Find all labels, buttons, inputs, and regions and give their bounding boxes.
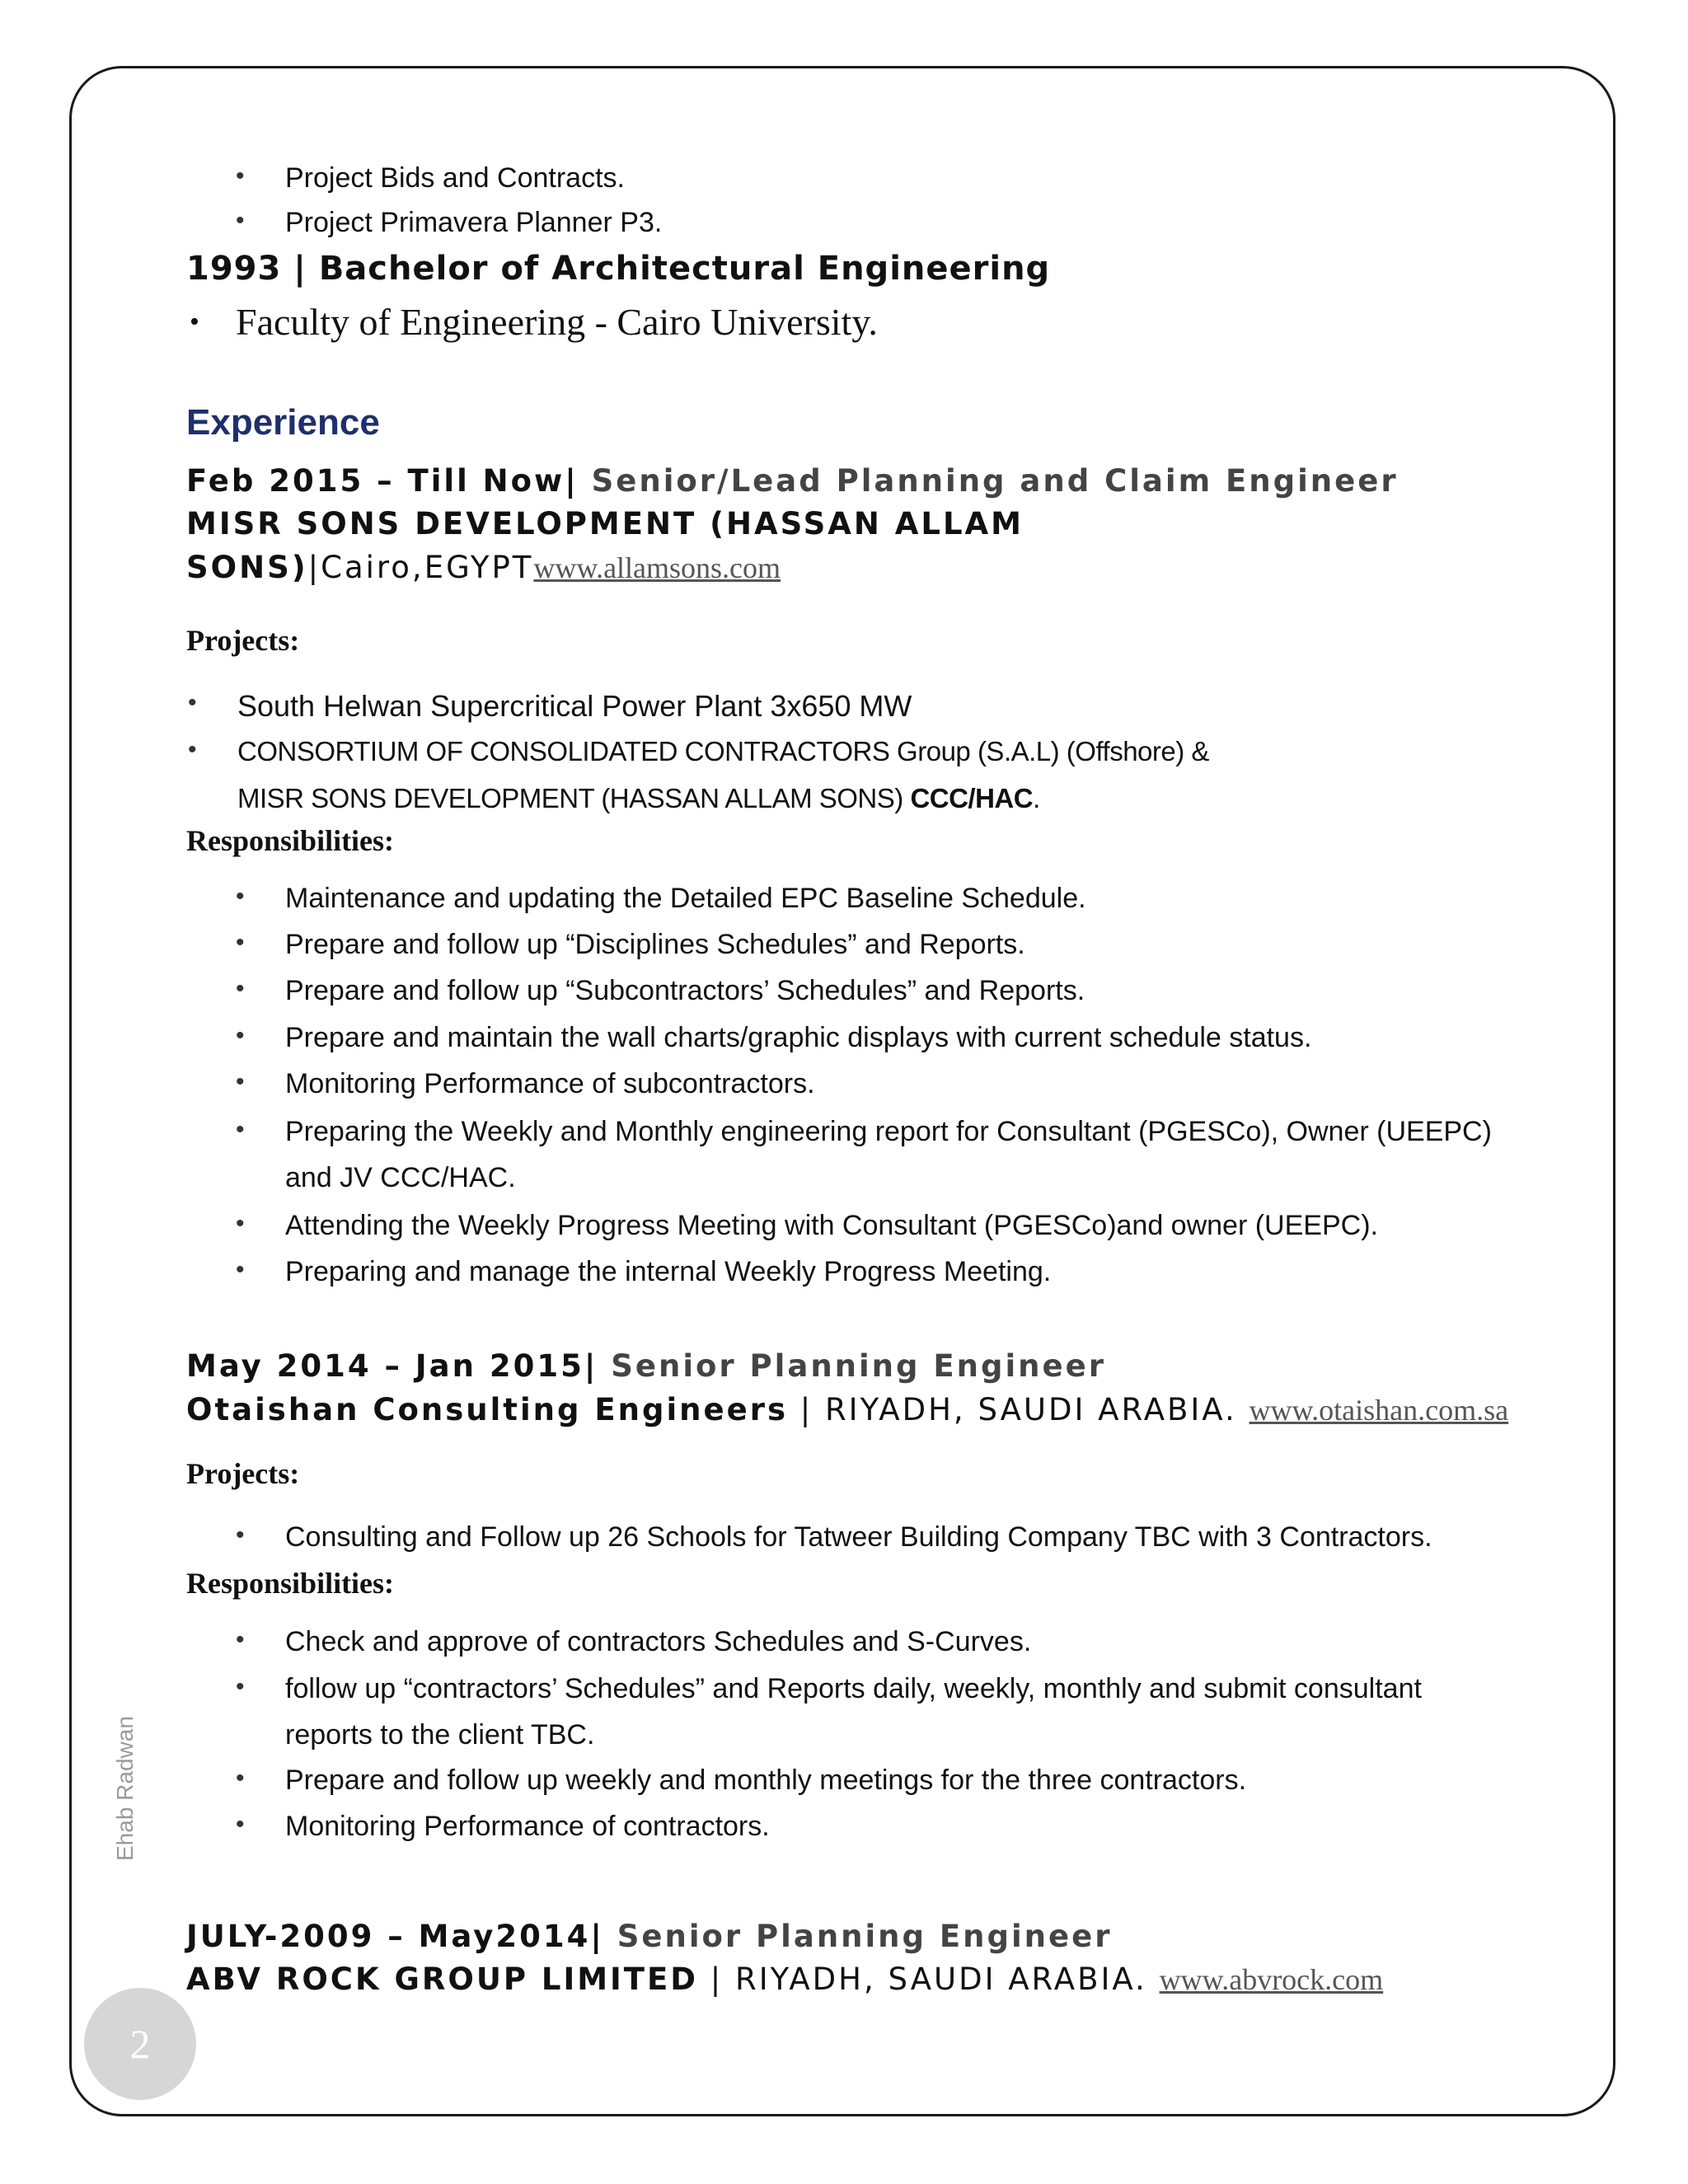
responsibility-item: • Prepare and follow up weekly and monthly meetings for the three contractors. bbox=[285, 1765, 1246, 1797]
company-line bbox=[186, 506, 1024, 541]
company-name: Otaishan Consulting Engineers bbox=[186, 1392, 788, 1427]
company-name-cont: SONS) bbox=[186, 550, 308, 585]
responsibility-item: • Prepare and follow up “Subcontractors’ Schedules” and Reports. bbox=[285, 975, 1085, 1007]
project-cont-text: MISR SONS DEVELOPMENT (HASSAN ALLAM SONS) bbox=[237, 783, 911, 813]
project-cont-bold: CCC/HAC bbox=[910, 783, 1034, 813]
responsibility-item-cont: and JV CCC/HAC. bbox=[285, 1162, 516, 1193]
responsibilities-label: Responsibilities: bbox=[186, 824, 395, 857]
job-role: Senior Planning Engineer bbox=[617, 1919, 1113, 1954]
responsibility-item: • Maintenance and updating the Detailed EPC Baseline Schedule. bbox=[285, 883, 1086, 915]
project-item: • Consulting and Follow up 26 Schools for Tatweer Building Company TBC with 3 Contractors. bbox=[285, 1521, 1432, 1554]
job-role: Senior/Lead Planning and Claim Engineer bbox=[591, 463, 1399, 499]
company-website-link[interactable]: www.allamsons.com bbox=[533, 551, 781, 584]
project-cont-end: . bbox=[1033, 783, 1040, 813]
company-line bbox=[186, 1961, 1383, 1997]
faculty-item: • Faculty of Engineering - Cairo University. bbox=[236, 300, 878, 344]
responsibility-item: • follow up “contractors’ Schedules” and Reports daily, weekly, monthly and submit consultant bbox=[285, 1673, 1422, 1705]
responsibility-item: • Preparing the Weekly and Monthly engineering report for Consultant (PGESCo), Owner (UEEPC) bbox=[285, 1116, 1492, 1148]
responsibility-item: • Check and approve of contractors Schedules and S-Curves. bbox=[285, 1626, 1031, 1658]
job-period: JULY-2009 – May2014| bbox=[186, 1919, 604, 1954]
company-location: | RIYADH, SAUDI ARABIA. bbox=[698, 1961, 1160, 1997]
company-name: MISR SONS DEVELOPMENT (HASSAN ALLAM bbox=[186, 506, 1024, 541]
responsibility-item: • Monitoring Performance of subcontractors. bbox=[285, 1068, 815, 1100]
company-name: ABV ROCK GROUP LIMITED bbox=[186, 1961, 699, 1997]
degree-year: 1993 bbox=[186, 250, 282, 288]
page-number-badge: 2 bbox=[84, 1988, 196, 2100]
company-line bbox=[186, 1392, 1508, 1427]
company-line bbox=[186, 550, 781, 585]
job-period: Feb 2015 – Till Now| bbox=[186, 463, 579, 499]
section-title-experience: Experience bbox=[186, 402, 380, 443]
author-side-name: Ehab Radwan bbox=[112, 1716, 138, 1861]
company-website-link[interactable]: www.otaishan.com.sa bbox=[1249, 1394, 1509, 1427]
job-heading bbox=[186, 1348, 1106, 1384]
project-item: • CONSORTIUM OF CONSOLIDATED CONTRACTORS Group (S.A.L) (Offshore) & bbox=[237, 736, 1209, 767]
projects-label: Projects: bbox=[186, 1457, 300, 1490]
degree-heading bbox=[186, 250, 1050, 288]
company-location: |Cairo,EGYPT bbox=[307, 550, 534, 585]
company-location: | RIYADH, SAUDI ARABIA. bbox=[787, 1392, 1250, 1427]
responsibility-item: • Monitoring Performance of contractors. bbox=[285, 1811, 770, 1843]
job-heading bbox=[186, 1919, 1112, 1954]
degree-title: Bachelor of Architectural Engineering bbox=[318, 250, 1051, 288]
job-period: May 2014 – Jan 2015| bbox=[186, 1348, 598, 1384]
job-heading bbox=[186, 463, 1399, 499]
degree-separator: | bbox=[293, 250, 307, 288]
company-website-link[interactable]: www.abvrock.com bbox=[1159, 1963, 1384, 1996]
project-item-cont bbox=[237, 783, 1040, 814]
projects-label: Projects: bbox=[186, 624, 300, 657]
list-item-course: • Project Primavera Planner P3. bbox=[285, 207, 662, 239]
responsibility-item: • Prepare and follow up “Disciplines Schedules” and Reports. bbox=[285, 929, 1025, 961]
responsibility-item: • Attending the Weekly Progress Meeting with Consultant (PGESCo)and owner (UEEPC). bbox=[285, 1210, 1378, 1242]
responsibilities-label: Responsibilities: bbox=[186, 1567, 395, 1600]
list-item-course: • Project Bids and Contracts. bbox=[285, 162, 625, 194]
responsibility-item-cont: reports to the client TBC. bbox=[285, 1719, 595, 1750]
project-item: • South Helwan Supercritical Power Plant 3x650 MW bbox=[237, 689, 912, 724]
responsibility-item: • Prepare and maintain the wall charts/graphic displays with current schedule status. bbox=[285, 1022, 1311, 1054]
responsibility-item: • Preparing and manage the internal Weekly Progress Meeting. bbox=[285, 1256, 1051, 1288]
job-role: Senior Planning Engineer bbox=[611, 1348, 1106, 1384]
